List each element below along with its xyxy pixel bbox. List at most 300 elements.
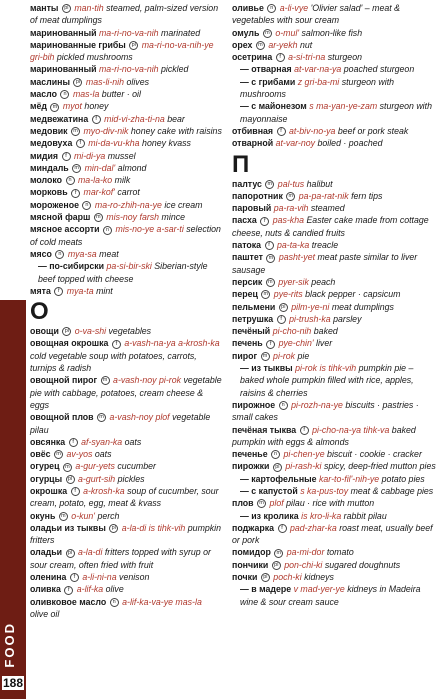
headword: патока	[232, 240, 262, 251]
dictionary-entry	[232, 473, 438, 485]
dictionary-entry	[30, 125, 222, 137]
dictionary-entry	[30, 285, 222, 297]
dictionary-entry	[30, 583, 222, 595]
gender-icon: n	[82, 201, 91, 210]
gender-icon: m	[72, 164, 81, 173]
headword: — с капустой	[240, 485, 298, 496]
translation: pie	[297, 350, 310, 361]
gender-icon: m	[266, 278, 275, 287]
gender-icon: m	[266, 254, 275, 263]
transliteration: pi-cho-na-ya tihk-va	[312, 424, 390, 435]
headword: папоротник	[232, 190, 283, 201]
dictionary-entry	[232, 51, 438, 63]
headword: мята	[30, 285, 51, 296]
headword: медовик	[30, 125, 68, 136]
dictionary-entry	[232, 76, 438, 101]
transliteration: plof	[269, 498, 284, 509]
headword: — по-сибирски	[38, 261, 105, 272]
dictionary-entry	[30, 211, 222, 223]
translation: olive oil	[30, 608, 60, 619]
translation: peach	[311, 276, 336, 287]
transliteration: kar-to-fil'-nih-ye	[319, 473, 380, 484]
gender-icon: m	[286, 192, 295, 201]
headword: — с майонезом	[240, 101, 307, 112]
translation: meat	[99, 248, 119, 259]
dictionary-entry	[30, 39, 222, 64]
translation: baked pumpkin with eggs & almonds	[232, 424, 416, 447]
headword: овощи	[30, 326, 59, 337]
translation: pumpkin pie – baked whole pumpkin filled with rice, apples, raisins & cherries	[240, 363, 414, 398]
headword: поджарка	[232, 522, 275, 533]
transliteration: mid-vi-zha-ti-na	[104, 113, 165, 124]
dictionary-entry	[232, 301, 438, 313]
dictionary-entry	[30, 174, 222, 186]
headword: — с грибами	[240, 76, 296, 87]
gender-icon: n	[60, 90, 69, 99]
transliteration: mya-ta	[66, 285, 94, 296]
translation: honey cake with raisins	[130, 125, 222, 136]
gender-icon: f	[70, 573, 79, 582]
headword: мясное ассорти	[30, 224, 100, 235]
translation: bear	[167, 113, 185, 124]
headword: окунь	[30, 510, 56, 521]
gender-icon: n	[279, 401, 288, 410]
transliteration: a-li-ni-na	[82, 572, 117, 583]
dictionary-entry	[30, 88, 222, 100]
dictionary-entry	[232, 137, 438, 149]
dictionary-entry	[232, 362, 438, 399]
section-letter: O	[30, 298, 49, 326]
dictionary-entry	[30, 510, 222, 522]
translation: olives	[126, 76, 149, 87]
headword: пирожки	[232, 461, 270, 472]
translation: nut	[299, 39, 313, 50]
translation: boiled · poached	[317, 138, 383, 149]
translation: oats	[124, 436, 142, 447]
transliteration: pi-trush-ka	[289, 313, 331, 324]
headword: молоко	[30, 175, 63, 186]
headword: оливка	[30, 584, 61, 595]
dictionary-entry	[232, 239, 438, 251]
gender-icon: pl	[62, 4, 71, 13]
gender-icon: pl	[73, 78, 82, 87]
gender-icon: m	[265, 180, 274, 189]
transliteration: o-va-shi	[74, 326, 107, 337]
transliteration: a-vash-noy pi-rok	[113, 375, 182, 386]
section-label: FOOD	[2, 622, 17, 668]
dictionary-entry	[232, 251, 438, 276]
headword: оладьи из тыквы	[30, 522, 106, 533]
headword: перец	[232, 289, 258, 300]
gender-icon: pl	[109, 524, 118, 533]
transliteration: av-yos	[66, 449, 93, 460]
gender-icon: m	[261, 290, 270, 299]
translation: roast meat, usually beef or pork	[232, 522, 433, 546]
gender-icon: m	[257, 499, 266, 508]
translation: olive	[105, 584, 124, 595]
headword: маслины	[30, 76, 70, 87]
dictionary-entry	[232, 337, 438, 349]
translation: steamed	[310, 203, 345, 214]
left-column	[30, 2, 222, 620]
translation: cucumber	[117, 461, 156, 472]
headword: оливковое масло	[30, 596, 107, 607]
transliteration: s ma-yan-ye-zam	[309, 101, 378, 112]
headword: печёный	[232, 326, 271, 337]
headword: огурец	[30, 461, 60, 472]
translation: vegetable pie with cabbage, potatoes, cream cheese & eggs	[30, 375, 222, 410]
gender-icon: m	[63, 463, 72, 472]
translation: baked	[313, 326, 338, 337]
transliteration: af-syan-ka	[81, 436, 123, 447]
gender-icon: pl	[279, 303, 288, 312]
headword: оливье	[232, 3, 264, 13]
gender-icon: f	[276, 53, 285, 62]
translation: pilau · rice with mutton	[286, 498, 375, 509]
dictionary-entry	[30, 2, 222, 27]
transliteration: a-lif-ka-va-ye mas-la	[122, 596, 202, 607]
transliteration: pal-tus	[277, 178, 305, 189]
transliteration: ma-ri-no-va-nih	[98, 64, 159, 75]
headword: паштет	[232, 252, 263, 263]
transliteration: pa-ta-ka	[276, 240, 310, 251]
gender-icon: n	[267, 4, 276, 13]
transliteration: myo-div-nik	[83, 125, 129, 136]
transliteration: ar-yekh	[268, 39, 298, 50]
dictionary-entry	[30, 596, 222, 621]
transliteration: ma-ri-no-va-nih	[98, 27, 159, 38]
gender-icon: f	[277, 127, 286, 136]
headword: миндаль	[30, 162, 69, 173]
translation: liver	[316, 338, 333, 349]
headword: медовуха	[30, 138, 73, 149]
dictionary-entry	[30, 485, 222, 510]
headword: осетрина	[232, 52, 273, 63]
gender-icon: f	[278, 524, 287, 533]
dictionary-entry	[232, 350, 438, 362]
headword: — из тыквы	[240, 363, 293, 374]
headword: огурцы	[30, 473, 63, 484]
headword: оладьи	[30, 547, 63, 558]
translation: Easter cake made from cottage cheese, nuts & candied fruits	[232, 215, 429, 238]
translation: carrot	[117, 187, 140, 198]
transliteration: mya-sa	[67, 248, 97, 259]
transliteration: pi-cho-nih	[272, 326, 312, 337]
dictionary-entry	[232, 27, 438, 39]
dictionary-entry	[30, 571, 222, 583]
dictionary-entry	[232, 571, 438, 583]
transliteration: is kro-li-ka	[301, 510, 342, 521]
translation: biscuits · pastries · small cakes	[232, 399, 419, 423]
dictionary-entry	[30, 260, 222, 285]
gender-icon: pl	[272, 561, 281, 570]
translation: fern tips	[351, 190, 383, 201]
headword: овощная окрошка	[30, 338, 109, 349]
transliteration: man-tih	[74, 3, 104, 13]
transliteration: a-li-vye	[279, 3, 309, 13]
headword: мидия	[30, 150, 59, 161]
right-column	[232, 2, 438, 608]
transliteration: s ka-pus-toy	[300, 485, 349, 496]
translation: potato pies	[381, 473, 425, 484]
dictionary-entry	[30, 186, 222, 198]
translation: ice cream	[164, 199, 203, 210]
dictionary-entry	[30, 199, 222, 211]
translation: Siberian-style beef topped with cheese	[38, 261, 208, 284]
headword: масло	[30, 89, 58, 100]
transliteration: pa-pa-rat-nik	[298, 190, 349, 201]
gender-icon: n	[271, 450, 280, 459]
dictionary-entry	[30, 113, 222, 125]
gender-icon: m	[94, 213, 103, 222]
dictionary-entry	[30, 76, 222, 88]
section-letter: П	[232, 150, 250, 178]
translation: venison	[119, 572, 150, 583]
transliteration: pa-si-bir-ski	[106, 261, 152, 272]
headword: — отварная	[240, 64, 292, 75]
translation: pickled mushrooms	[56, 52, 133, 63]
gender-icon: m	[261, 352, 270, 361]
headword: оленина	[30, 572, 67, 583]
translation: tomato	[326, 547, 354, 558]
transliteration: pa-ra-vih	[273, 203, 309, 214]
translation: spicy, deep-fried mutton pies	[323, 461, 436, 472]
translation: oats	[94, 449, 112, 460]
dictionary-entry	[232, 125, 438, 137]
transliteration: pon-chi-ki	[284, 559, 323, 570]
gender-icon: f	[265, 241, 274, 250]
translation: black pepper · capsicum	[305, 289, 401, 300]
transliteration: v mad-yer-ye	[293, 584, 345, 595]
gender-icon: m	[59, 512, 68, 521]
translation: steamed, palm-sized version of meat dumplings	[30, 3, 219, 26]
dictionary-entry	[30, 150, 222, 162]
transliteration: pi-chen-ye	[283, 449, 325, 460]
transliteration: pasht-yet	[278, 252, 316, 263]
dictionary-entry	[232, 178, 438, 190]
headword: мёд	[30, 101, 47, 112]
dictionary-entry	[232, 559, 438, 571]
dictionary-entry	[232, 399, 438, 424]
translation: meat paste similar to liver sausage	[232, 252, 418, 275]
translation: mint	[96, 285, 113, 296]
transliteration: a-vash-na-ya a-krosh-ka	[124, 338, 220, 349]
dictionary-entry	[30, 248, 222, 260]
dictionary-entry	[30, 325, 222, 337]
dictionary-entry	[30, 473, 222, 485]
dictionary-entry	[232, 522, 438, 547]
dictionary-entry	[232, 2, 438, 27]
transliteration: pi-rash-ki	[285, 461, 322, 472]
headword: мясной фарш	[30, 212, 91, 223]
gender-icon: f	[71, 189, 80, 198]
dictionary-entry	[232, 583, 438, 608]
gender-icon: pl	[273, 463, 282, 472]
dictionary-entry	[30, 27, 222, 39]
translation: milk	[114, 175, 131, 186]
translation: meat dumplings	[331, 301, 394, 312]
dictionary-entry	[232, 313, 438, 325]
translation: beef or pork steak	[337, 125, 409, 136]
dictionary-entry	[232, 276, 438, 288]
headword: пасха	[232, 215, 257, 226]
transliteration: ma-la-ko	[77, 175, 113, 186]
dictionary-entry	[232, 190, 438, 202]
translation: pickled	[161, 64, 189, 75]
translation: sugared doughnuts	[324, 559, 401, 570]
gender-icon: m	[71, 127, 80, 136]
transliteration: a-gurt-sih	[78, 473, 116, 484]
dictionary-entry	[232, 510, 438, 522]
dictionary-entry	[232, 460, 438, 472]
transliteration: pad-zhar-ka	[289, 522, 337, 533]
transliteration: pye-rits	[273, 289, 303, 300]
translation: pickles	[117, 473, 145, 484]
transliteration: mas-la	[72, 89, 100, 100]
dictionary-entry	[30, 223, 222, 248]
gender-icon: f	[64, 586, 73, 595]
transliteration: pi-rok	[273, 350, 296, 361]
translation: 'Olivier salad' – meat & vegetables with sour cream	[232, 3, 400, 26]
transliteration: poch-ki	[273, 572, 302, 583]
dictionary-entry	[232, 497, 438, 509]
translation: meat & cabbage pies	[350, 485, 434, 496]
gender-icon: n	[103, 226, 112, 235]
translation: vegetables	[108, 326, 152, 337]
translation: parsley	[333, 313, 362, 324]
headword: персик	[232, 276, 263, 287]
gender-icon: m	[54, 450, 63, 459]
gender-icon: f	[266, 340, 275, 349]
headword: печёная тыква	[232, 424, 297, 435]
translation: almond	[117, 162, 147, 173]
transliteration: mis-noy farsh	[106, 212, 160, 223]
gender-icon: n	[55, 250, 64, 259]
transliteration: mis-no-ye a-sar-ti	[115, 224, 184, 235]
transliteration: at-biv-no-ya	[288, 125, 336, 136]
headword: мороженое	[30, 199, 79, 210]
dictionary-entry	[30, 411, 222, 436]
translation: biscuit · cookie · cracker	[327, 449, 422, 460]
headword: маринованный	[30, 27, 97, 38]
gender-icon: pl	[66, 475, 75, 484]
tab-top	[0, 0, 26, 300]
dictionary-entry	[30, 460, 222, 472]
transliteration: at-var-na-ya	[294, 64, 342, 75]
transliteration: ma-ro-zhih-na-ye	[94, 199, 162, 210]
headword: овощной плов	[30, 412, 94, 423]
dictionary-entry	[30, 162, 222, 174]
transliteration: a-si-tri-na	[288, 52, 326, 63]
section-tab	[0, 0, 26, 699]
translation: sturgeon with mushrooms	[240, 76, 395, 100]
transliteration: mi-di-ya	[73, 150, 106, 161]
gender-icon: m	[97, 413, 106, 422]
translation: perch	[97, 510, 120, 521]
headword: морковь	[30, 187, 68, 198]
gender-icon: m	[256, 41, 265, 50]
headword: пирог	[232, 350, 258, 361]
dictionary-entry	[30, 100, 222, 112]
dictionary-entry	[232, 485, 438, 497]
gender-icon: pl	[261, 573, 270, 582]
dictionary-entry	[30, 546, 222, 571]
translation: rabbit pilau	[343, 510, 387, 521]
translation: fritters topped with syrup or sour cream, often fried with fruit	[30, 547, 211, 570]
dictionary-entry	[30, 448, 222, 460]
page-number: 188	[3, 676, 24, 690]
transliteration: a-la-di is tihk-vih	[121, 522, 186, 533]
headword: манты	[30, 3, 59, 13]
gender-icon: f	[92, 115, 101, 124]
headword: овёс	[30, 449, 51, 460]
transliteration: mar-kof'	[83, 187, 115, 198]
translation: honey kvass	[142, 138, 191, 149]
gender-icon: pl	[129, 41, 138, 50]
headword: печень	[232, 338, 263, 349]
headword: омуль	[232, 27, 260, 38]
translation: vegetable pilau	[30, 412, 211, 435]
translation: kidneys	[304, 572, 334, 583]
headword: мясо	[30, 248, 52, 259]
transliteration: pyer-sik	[278, 276, 309, 287]
dictionary-entry	[232, 214, 438, 239]
dictionary-entry	[30, 522, 222, 547]
transliteration: o-mul'	[275, 27, 300, 38]
headword: маринованный	[30, 64, 97, 75]
dictionary-entry	[232, 100, 438, 125]
gender-icon: f	[71, 487, 80, 496]
transliteration: min-dal'	[84, 162, 116, 173]
dictionary-entry	[232, 288, 438, 300]
translation: sturgeon with mayonnaise	[240, 101, 432, 124]
headword: печенье	[232, 449, 268, 460]
headword: маринованные грибы	[30, 39, 126, 50]
gender-icon: m	[274, 549, 283, 558]
dictionary-entry	[232, 325, 438, 337]
translation: salmon-like fish	[301, 27, 363, 38]
headword: пончики	[232, 559, 269, 570]
headword: пирожное	[232, 399, 276, 410]
translation: pumpkin fritters	[30, 522, 222, 546]
transliteration: a-gur-yets	[75, 461, 115, 472]
headword: орех	[232, 39, 253, 50]
dictionary-entry	[30, 436, 222, 448]
headword: окрошка	[30, 485, 68, 496]
transliteration: mas-li-nih	[85, 76, 125, 87]
transliteration: a-krosh-ka	[83, 485, 125, 496]
translation: mussel	[107, 150, 136, 161]
transliteration: a-vash-noy plof	[109, 412, 170, 423]
transliteration: z gri-ba-mi	[297, 76, 340, 87]
headword: овощной пирог	[30, 375, 98, 386]
gender-icon: f	[300, 426, 309, 435]
dictionary-entry	[30, 374, 222, 411]
translation: halibut	[306, 178, 333, 189]
dictionary-entry	[30, 63, 222, 75]
dictionary-entry	[232, 39, 438, 51]
gender-icon: f	[277, 315, 286, 324]
dictionary-entry	[232, 546, 438, 558]
headword: — из кролика	[240, 510, 299, 521]
headword: почки	[232, 572, 258, 583]
transliteration: pa-mi-dor	[286, 547, 325, 558]
headword: овсянка	[30, 436, 66, 447]
transliteration: a-la-di	[77, 547, 103, 558]
transliteration: pas-kha	[272, 215, 304, 226]
gender-icon: m	[101, 376, 110, 385]
gender-icon: f	[69, 438, 78, 447]
